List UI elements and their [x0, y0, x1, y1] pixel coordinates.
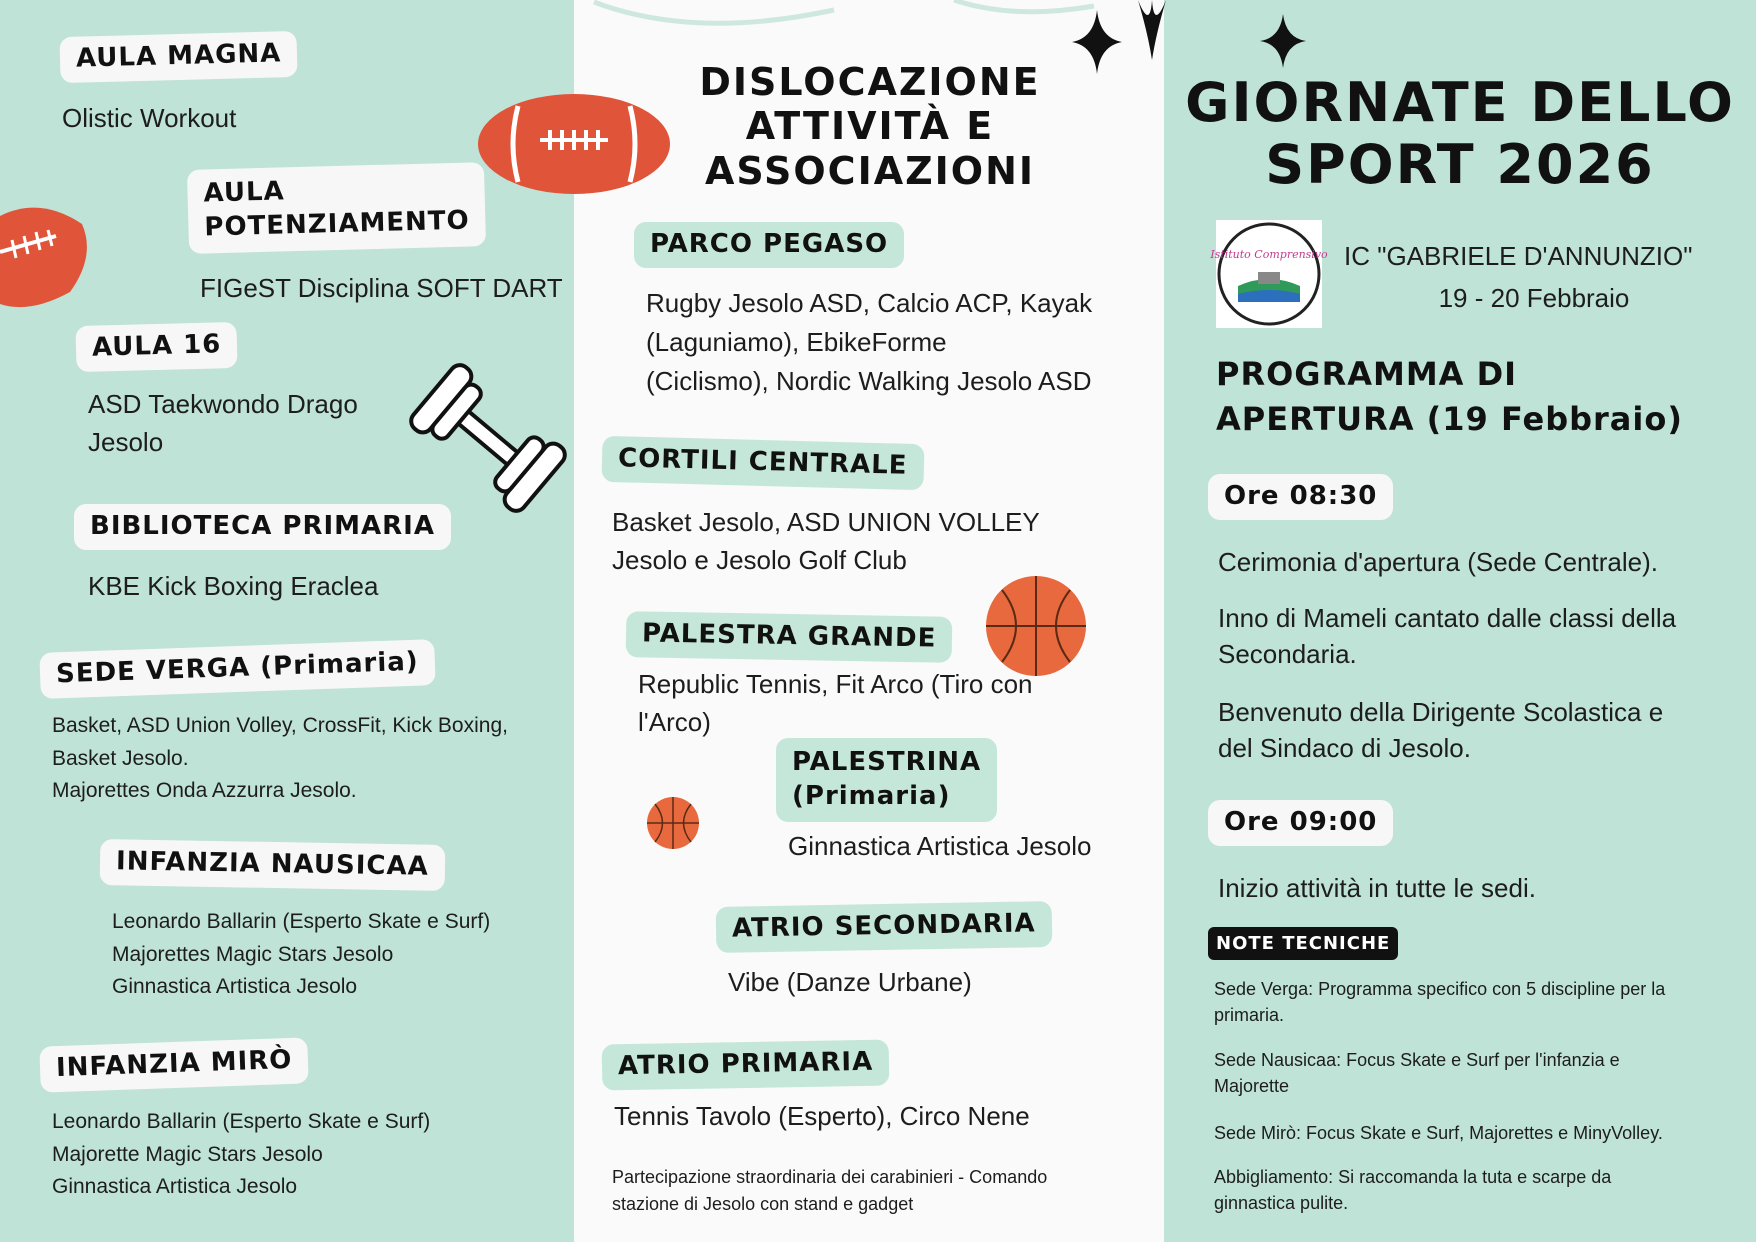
football-icon [0, 196, 92, 314]
section-title-aula-potenziamento [187, 162, 486, 253]
dumbbell-icon [408, 360, 568, 516]
section-title-parco-pegaso: PARCO PEGASO [634, 222, 904, 268]
section-text-aula-16: ASD Taekwondo Drago Jesolo [88, 389, 358, 457]
school-logo [1210, 220, 1328, 328]
middle-title [690, 60, 1050, 193]
schedule-item: Benvenuto della Dirigente Scolastica e del Sindaco di Jesolo. [1218, 697, 1664, 764]
section-title-aula-16: AULA 16 [75, 322, 238, 372]
section-title-cortili-centrale: CORTILI CENTRALE [601, 436, 924, 490]
section-text-infanzia-nausicaa: Leonardo Ballarin (Esperto Skate e Surf) Majorettes Magic Stars Jesolo Ginnastica Artistica Jesolo [112, 910, 491, 999]
section-title-suffix: (Primaria) [792, 780, 951, 811]
section-title-palestra-grande: PALESTRA GRANDE [626, 611, 953, 663]
note-item: Sede Nausicaa: Focus Skate e Surf per l'infanzia e Majorette [1214, 1050, 1620, 1097]
event-title-line: GIORNATE DELLO [1185, 71, 1735, 134]
section-title-infanzia-nausicaa: INFANZIA NAUSICAA [100, 839, 445, 891]
middle-title-line: ATTIVITÀ E [745, 104, 995, 149]
basketball-icon [984, 574, 1088, 678]
schedule-item: Cerimonia d'apertura (Sede Centrale). [1218, 547, 1658, 577]
footnote: Partecipazione straordinaria dei carabinieri - Comando stazione di Jesolo con stand e gadget [612, 1167, 1048, 1214]
section-text-palestra-grande: Republic Tennis, Fit Arco (Tiro con l'Arco) [638, 669, 1033, 737]
section-title-main: PALESTRINA [792, 747, 982, 777]
event-title-line: SPORT 2026 [1265, 133, 1655, 197]
basketball-icon [646, 796, 700, 850]
school-logo-text: Istituto Comprensivo [1210, 248, 1328, 261]
time-badge-0830: Ore 08:30 [1208, 474, 1393, 520]
football-icon [478, 92, 670, 196]
event-title [1180, 72, 1740, 196]
note-item: Sede Mirò: Focus Skate e Surf, Majorettes e MinyVolley. [1214, 1123, 1663, 1143]
section-title-atrio-secondaria: ATRIO SECONDARIA [716, 901, 1052, 953]
schedule-item: Inizio attività in tutte le sedi. [1218, 873, 1536, 903]
sparkle-icon [1138, 0, 1166, 60]
section-title-palestrina [776, 738, 997, 822]
section-text-infanzia-miro: Leonardo Ballarin (Esperto Skate e Surf) Majorette Magic Stars Jesolo Ginnastica Artistica Jesolo [52, 1110, 431, 1199]
notes-label [1208, 927, 1398, 960]
event-dates: 19 - 20 Febbraio [1438, 283, 1630, 313]
note-item: Sede Verga: Programma specifico con 5 discipline per la primaria. [1214, 979, 1666, 1026]
middle-title-line: DISLOCAZIONE [699, 60, 1041, 104]
section-text-aula-magna: Olistic Workout [62, 103, 237, 133]
section-title-aula-magna: AULA MAGNA [59, 31, 298, 83]
section-text-biblioteca-primaria: KBE Kick Boxing Eraclea [88, 571, 379, 601]
section-text-atrio-secondaria: Vibe (Danze Urbane) [728, 967, 972, 997]
program-heading [1216, 352, 1736, 442]
section-title-suffix: (Primaria) [259, 646, 420, 683]
middle-title-line: ASSOCIAZIONI [704, 148, 1036, 193]
sparkle-icon [1072, 10, 1122, 74]
notes-label-text: NOTE TECNICHE [1216, 933, 1391, 954]
schedule-item: Inno di Mameli cantato dalle classi della Secondaria. [1218, 603, 1677, 670]
section-text-atrio-primaria: Tennis Tavolo (Esperto), Circo Nene [614, 1101, 1030, 1131]
program-heading-line: APERTURA [1216, 399, 1415, 438]
section-text-palestrina: Ginnastica Artistica Jesolo [788, 831, 1092, 861]
section-title-line: AULA [203, 176, 286, 209]
program-heading-line: PROGRAMMA DI [1216, 355, 1518, 393]
school-name: IC "GABRIELE D'ANNUNZIO" [1344, 241, 1693, 271]
section-title-atrio-primaria: ATRIO PRIMARIA [602, 1039, 890, 1090]
section-title-line: POTENZIAMENTO [204, 205, 471, 243]
section-text-cortili-centrale: Basket Jesolo, ASD UNION VOLLEY Jesolo e Jesolo Golf Club [612, 507, 1040, 575]
section-title-main: SEDE VERGA [55, 652, 251, 690]
section-text-parco-pegaso: Rugby Jesolo ASD, Calcio ACP, Kayak (Laguniamo), EbikeForme (Ciclismo), Nordic Walking Jesolo ASD [646, 288, 1093, 396]
program-heading-suffix: (19 Febbraio) [1426, 399, 1683, 438]
section-text-aula-potenziamento: FIGeST Disciplina SOFT DART [200, 273, 563, 303]
note-item: Abbigliamento: Si raccomanda la tuta e scarpe da ginnastica pulite. [1214, 1167, 1612, 1214]
sparkle-icon [1260, 14, 1306, 68]
time-badge-0900: Ore 09:00 [1208, 800, 1393, 846]
section-title-biblioteca-primaria: BIBLIOTECA PRIMARIA [74, 504, 451, 550]
section-text-sede-verga: Basket, ASD Union Volley, CrossFit, Kick Boxing, Basket Jesolo. Majorettes Onda Azzurra Jesolo. [52, 714, 508, 803]
section-title-infanzia-miro: INFANZIA MIRÒ [39, 1037, 309, 1092]
